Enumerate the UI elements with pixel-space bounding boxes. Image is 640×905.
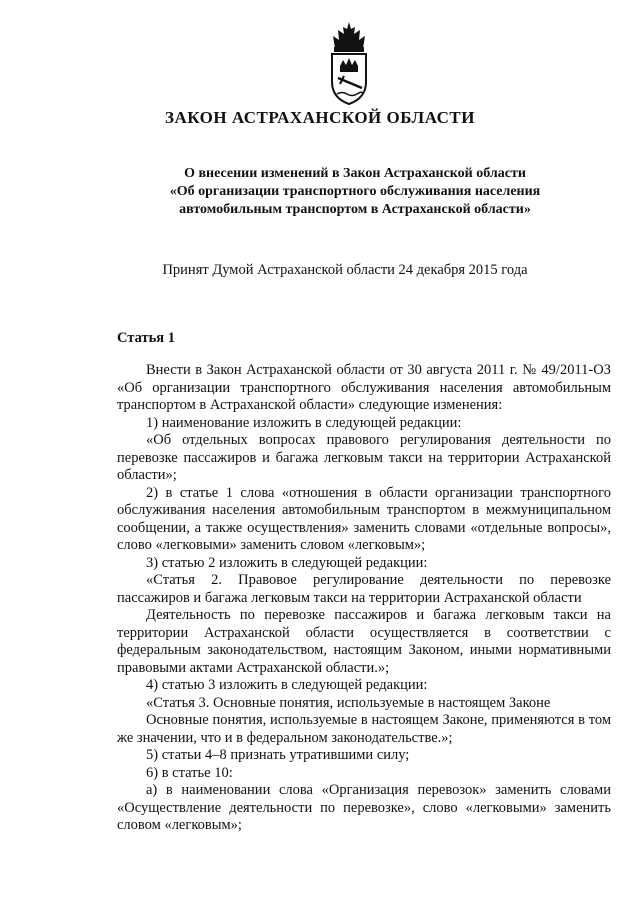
paragraph: 2) в статье 1 слова «отношения в области организации транспортного обслуживания населения автомобильным транспортом в межмуниципальном сообщении, а также осуществления» заменить словами «отдельные вопросы», слово «легковыми» заменить словом «легковым»; bbox=[117, 484, 611, 553]
paragraph: 4) статью 3 изложить в следующей редакции: bbox=[146, 677, 428, 693]
paragraph: 6) в статье 10: bbox=[146, 764, 233, 781]
paragraph: Деятельность по перевозке пассажиров и багажа легковым такси на территории Астраханской области осуществляется в соответствии с федеральным законодательством, настоящим Законом, иными нормативными правовыми актами Астраханской области.»; bbox=[117, 607, 611, 676]
paragraph: 3) статью 2 изложить в следующей редакции: bbox=[146, 554, 428, 571]
article-heading: Статья 1 bbox=[117, 330, 175, 346]
paragraph: 5) статьи 4–8 признать утратившими силу; bbox=[146, 747, 410, 763]
paragraph: «Статья 3. Основные понятия, используемые в настоящем Законе bbox=[146, 694, 551, 711]
subject-line: О внесении изменений в Закон Астраханской области bbox=[184, 166, 526, 181]
paragraph: Основные понятия, используемые в настоящем Законе, применяются в том же значении, что и в федеральном законодательстве.»; bbox=[117, 712, 611, 746]
law-subject bbox=[120, 165, 590, 219]
paragraph: Внести в Закон Астраханской области от 30 августа 2011 г. № 49/2011-ОЗ «Об организации транспортного обслуживания населения автомобильным транспортом в Астраханской области» следующие изменения: bbox=[117, 362, 611, 413]
paragraph: 1) наименование изложить в следующей редакции: bbox=[146, 414, 462, 431]
paragraph: «Об отдельных вопросах правового регулирования деятельности по перевозке пассажиров и багажа легковым такси на территории Астраханской области»; bbox=[117, 432, 611, 483]
subject-line: «Об организации транспортного обслуживания населения bbox=[169, 184, 541, 199]
coat-of-arms-icon bbox=[324, 20, 374, 106]
adoption-statement: Принят Думой Астраханской области 24 декабря 2015 года bbox=[162, 262, 528, 278]
paragraph: а) в наименовании слова «Организация перевозок» заменить словами «Осуществление деятельности по перевозке», слово «легковыми» заменить словом «легковым»; bbox=[117, 782, 611, 833]
law-title: ЗАКОН АСТРАХАНСКОЙ ОБЛАСТИ bbox=[164, 108, 475, 127]
article-body bbox=[117, 362, 611, 835]
paragraph: «Статья 2. Правовое регулирование деятельности по перевозке пассажиров и багажа легковым такси на территории Астраханской области bbox=[117, 572, 611, 606]
subject-line: автомобильным транспортом в Астраханской области» bbox=[179, 202, 531, 217]
